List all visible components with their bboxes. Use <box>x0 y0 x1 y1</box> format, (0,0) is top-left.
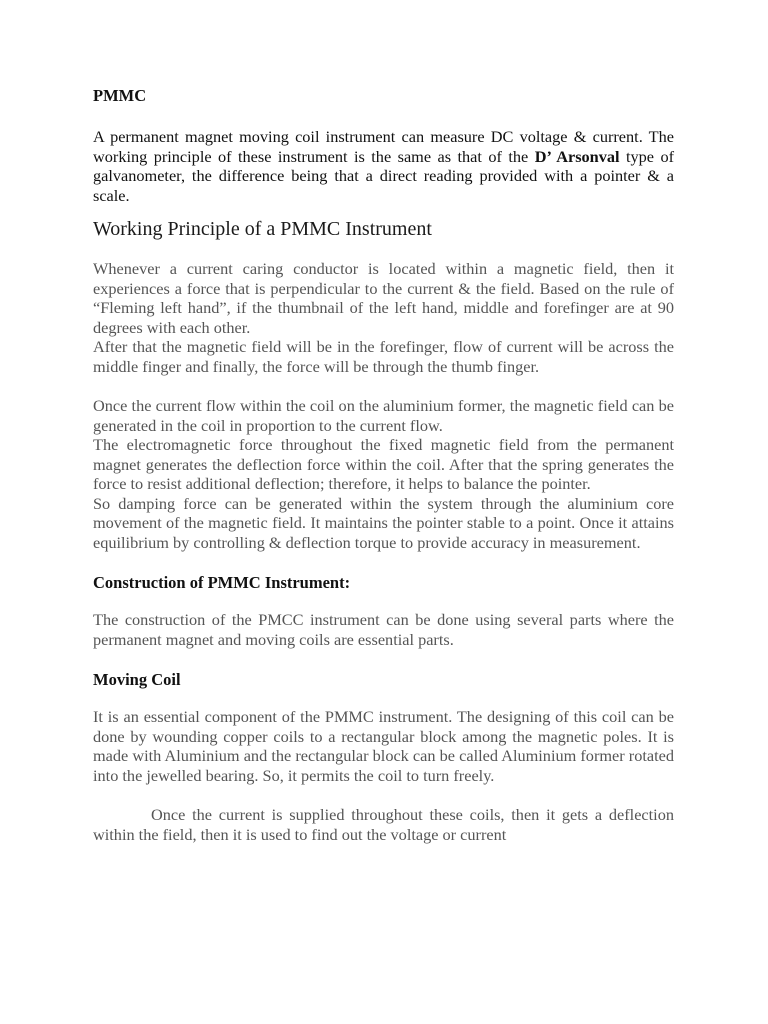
moving-coil-paragraph-2: Once the current is supplied throughout these coils, then it gets a deflection within the field, then it is used to find out the voltage or current <box>93 805 674 844</box>
document-title: PMMC <box>93 86 147 105</box>
intro-text-part2: type of galvanometer, the difference being that a direct reading provided with a pointer & a scale. <box>93 146 675 205</box>
working-paragraph-5: So damping force can be generated within the system through the aluminium core movement of the magnetic field. It maintains the pointer stable to a point. Once it attains equilibrium by controlling & deflection torque to provide accuracy in measurement. <box>93 493 674 552</box>
moving-coil-paragraph-1: It is an essential component of the PMMC instrument. The designing of this coil can be done by wounding copper coils to a rectangular block among the magnetic poles. It is made with Aluminium and the rectangular block can be called Aluminium former rotated into the jewelled bearing. So, it permits the coil to turn freely. <box>93 707 674 785</box>
working-paragraph-2: After that the magnetic field will be in the forefinger, flow of current will be across the middle finger and finally, the force will be through the thumb finger. <box>93 337 674 376</box>
moving-coil-heading: Moving Coil <box>93 670 181 689</box>
working-paragraph-3: Once the current flow within the coil on the aluminium former, the magnetic field can be generated in the coil in proportion to the current flow. <box>93 396 674 435</box>
working-paragraph-4: The electromagnetic force throughout the fixed magnetic field from the permanent magnet generates the deflection force within the coil. After that the spring generates the force to resist additional deflection; therefore, it helps to balance the pointer. <box>93 435 674 493</box>
intro-text-part1: A permanent magnet moving coil instrument can measure DC voltage & current. The working principle of these instrument is the same as that of the <box>93 127 674 166</box>
construction-paragraph: The construction of the PMCC instrument can be done using several parts where the permanent magnet and moving coils are essential parts. <box>93 610 674 649</box>
document-content <box>93 86 674 844</box>
working-principle-heading: Working Principle of a PMMC Instrument <box>93 218 432 240</box>
working-paragraph-1: Whenever a current caring conductor is located within a magnetic field, then it experiences a force that is perpendicular to the current & the field. Based on the rule of “Fleming left hand”, if the thumbnail of the left hand, middle and forefinger are at 90 degrees with each other. <box>93 259 674 337</box>
intro-bold-term: D’ Arsonval <box>534 146 620 166</box>
construction-heading: Construction of PMMC Instrument: <box>93 573 351 592</box>
intro-paragraph <box>93 127 674 205</box>
